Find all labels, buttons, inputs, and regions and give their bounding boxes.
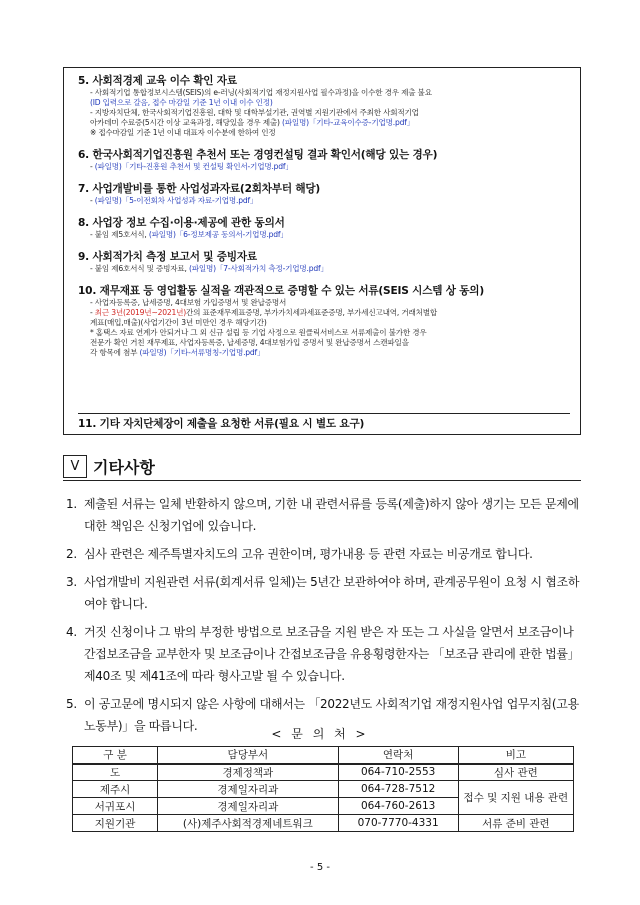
- document-item-detail: [90, 230, 570, 240]
- document-item-11: 11. 기타 자치단체장이 제출을 요청한 서류(필요 시 별도 요구): [78, 413, 570, 431]
- table-cell-category: 서귀포시: [73, 798, 158, 815]
- notice-item: [66, 571, 586, 615]
- table-cell-department: 경제일자리과: [158, 781, 338, 798]
- document-item: [74, 284, 570, 358]
- notice-number: 4.: [66, 625, 77, 639]
- detail-text: 간의 표준재무제표증명, 부가가치세과세표준증명, 부가세신고내역, 거래처별합: [186, 308, 437, 317]
- notice-text: 이 공고문에 명시되지 않은 사항에 대해서는 「2022년도 사회적기업 재정지원사업 업무지침(고용노동부)」을 따릅니다.: [84, 697, 579, 733]
- document-item-detail: [90, 264, 570, 274]
- notice-text: 제출된 서류는 일체 반환하지 않으며, 기한 내 관련서류를 등록(제출)하지 않아 생기는 모든 문제에 대한 책임은 신청기업에 있습니다.: [84, 497, 579, 533]
- file-name-text: (파일명)「6-정보제공 동의서-기업명.pdf」: [148, 230, 288, 239]
- notice-number: 1.: [66, 497, 77, 511]
- document-item-title: 10. 재무재표 등 영업활동 실적을 객관적으로 증명할 수 있는 서류(SEIS 시스템 상 동의): [78, 285, 484, 297]
- table-cell-category: 제주시: [73, 781, 158, 798]
- table-cell-note: 심사 관련: [458, 764, 573, 781]
- document-item-title: 9. 사회적가치 측정 보고서 및 증빙자료: [78, 251, 257, 263]
- detail-text: - 붙임 제5호서식,: [90, 230, 149, 239]
- table-cell-phone: 070-7770-4331: [338, 815, 458, 832]
- notice-list: [66, 493, 586, 743]
- file-name-text: (파일명)「기타-서류명칭-기업명.pdf」: [139, 348, 265, 357]
- detail-text: -: [90, 162, 95, 171]
- table-row: [73, 764, 574, 781]
- table-cell-category: 지원기관: [73, 815, 158, 832]
- file-name-text: (파일명)「5-이전회차 사업성과 자료-기업명.pdf」: [94, 196, 258, 205]
- document-item-detail: [90, 308, 570, 318]
- section-number: Ⅴ: [63, 455, 87, 478]
- document-item-detail: [90, 338, 570, 348]
- notice-number: 3.: [66, 575, 77, 589]
- notice-item: [66, 621, 586, 687]
- required-documents-box: [63, 67, 581, 435]
- column-header-department: 담당부서: [158, 747, 338, 764]
- document-item: [74, 216, 570, 240]
- document-item-detail: [90, 98, 570, 108]
- document-item-detail: [90, 348, 570, 358]
- detail-text: -: [90, 308, 95, 317]
- contact-table-header-row: [73, 747, 574, 764]
- table-row: [73, 815, 574, 832]
- table-cell-category: 도: [73, 764, 158, 781]
- table-row: [73, 781, 574, 798]
- detail-text: ※ 접수마감일 기준 1년 이내 대표자 이수분에 한하여 인정: [90, 128, 276, 137]
- detail-text: - 지방자치단체, 한국사회적기업진흥원, 대학 및 대학부설기관, 권역별 지원기관에서 주최한 사회적기업: [90, 108, 419, 117]
- document-item-detail: [90, 118, 570, 128]
- table-cell-note: 접수 및 지원 내용 관련: [458, 781, 573, 815]
- detail-text: 계표(매입,매출)(사업기간이 3년 미만인 경우 해당기간): [90, 318, 267, 327]
- table-cell-phone: 064-728-7512: [338, 781, 458, 798]
- detail-text: -: [90, 196, 95, 205]
- document-item: [74, 148, 570, 172]
- column-header-note: 비고: [458, 747, 573, 764]
- detail-text: * 홈택스 자료 연계가 안되거나 그 외 신규 설립 등 기업 사정으로 원클릭서비스로 서류제출이 불가한 경우: [90, 328, 427, 337]
- file-name-text: (파일명)「기타-진흥원 추천서 및 컨설팅 확인서-기업명.pdf」: [94, 162, 293, 171]
- document-item-detail: [90, 318, 570, 328]
- detail-text: - 사회적기업 통합정보시스템(SEIS)의 e-러닝(사회적기업 재정지원사업 필수과정)을 이수한 경우 제출 불요: [90, 88, 432, 97]
- column-header-phone: 연락처: [338, 747, 458, 764]
- detail-text: - 사업자등록증, 납세증명, 4대보험 가입증명서 및 완납증명서: [90, 298, 287, 307]
- document-item-detail: [90, 108, 570, 118]
- document-item-detail: [90, 196, 570, 206]
- document-item-title: 7. 사업개발비를 통한 사업성과자료(2회차부터 해당): [78, 183, 321, 195]
- document-list: [74, 74, 570, 358]
- table-cell-department: (사)제주사회적경제네트워크: [158, 815, 338, 832]
- table-cell-phone: 064-710-2553: [338, 764, 458, 781]
- table-cell-phone: 064-760-2613: [338, 798, 458, 815]
- table-cell-department: 경제정책과: [158, 764, 338, 781]
- detail-text: 전문가 확인 거친 재무제표, 사업자등록증, 납세증명, 4대보험가입 증명서 및 완납증명서 스캔파일을: [90, 338, 409, 347]
- notice-text: 사업개발비 지원관련 서류(회계서류 일체)는 5년간 보관하여야 하며, 관계공무원이 요청 시 협조하여야 합니다.: [84, 575, 580, 611]
- contact-caption: < 문 의 처 >: [271, 727, 369, 741]
- document-item-title: 8. 사업장 정보 수집·이용·제공에 관한 동의서: [78, 217, 285, 229]
- notice-item: [66, 493, 586, 537]
- section-header: [63, 455, 155, 478]
- notice-text: 심사 관련은 제주특별자치도의 고유 권한이며, 평가내용 등 관련 자료는 비공개로 합니다.: [84, 547, 533, 561]
- detail-text: 각 항목에 첨부: [90, 348, 140, 357]
- notice-number: 5.: [66, 697, 77, 711]
- notice-number: 2.: [66, 547, 77, 561]
- document-item-detail: [90, 298, 570, 308]
- document-item-title: 5. 사회적경제 교육 이수 확인 자료: [78, 75, 237, 87]
- document-item: [74, 74, 570, 138]
- document-item-title: 6. 한국사회적기업진흥원 추천서 또는 경영컨설팅 결과 확인서(해당 있는 경우): [78, 149, 438, 161]
- document-item: [74, 182, 570, 206]
- detail-text: - 붙임 제6호서식 및 증빙자료,: [90, 264, 189, 273]
- table-cell-note: 서류 준비 관련: [458, 815, 573, 832]
- section-title: 기타사항: [93, 458, 155, 477]
- column-header-category: 구 분: [73, 747, 158, 764]
- document-item-detail: [90, 328, 570, 338]
- section-divider: [63, 480, 581, 481]
- notice-text: 거짓 신청이나 그 밖의 부정한 방법으로 보조금을 지원 받은 자 또는 그 사실을 알면서 보조금이나 간접보조금을 교부한자 및 보조금이나 간접보조금을 유용횡령한자는 「보조금 관리에 관한 법률」 제40조 및 제41조에 따라 형사고발 될 수 있습니다.: [84, 625, 580, 683]
- highlight-text: 최근 3년(2019년~2021년): [94, 308, 187, 317]
- document-item-detail: [90, 88, 570, 98]
- file-name-text: (파일명)「7-사회적가치 측정-기업명.pdf」: [188, 264, 328, 273]
- notice-item: [66, 543, 586, 565]
- document-item-detail: [90, 162, 570, 172]
- page-number: - 5 -: [310, 862, 330, 873]
- document-item: [74, 250, 570, 274]
- contact-table: [72, 746, 574, 832]
- table-cell-department: 경제일자리과: [158, 798, 338, 815]
- file-name-text: (ID 입력으로 갈음, 접수 마감일 기준 1년 이내 이수 인정): [90, 98, 273, 107]
- detail-text: 아카데미 수료증(5시간 이상 교육과정, 해당있을 경우 제출): [90, 118, 282, 127]
- document-item-detail: [90, 128, 570, 138]
- file-name-text: (파일명)「기타-교육이수증-기업명.pdf」: [281, 118, 415, 127]
